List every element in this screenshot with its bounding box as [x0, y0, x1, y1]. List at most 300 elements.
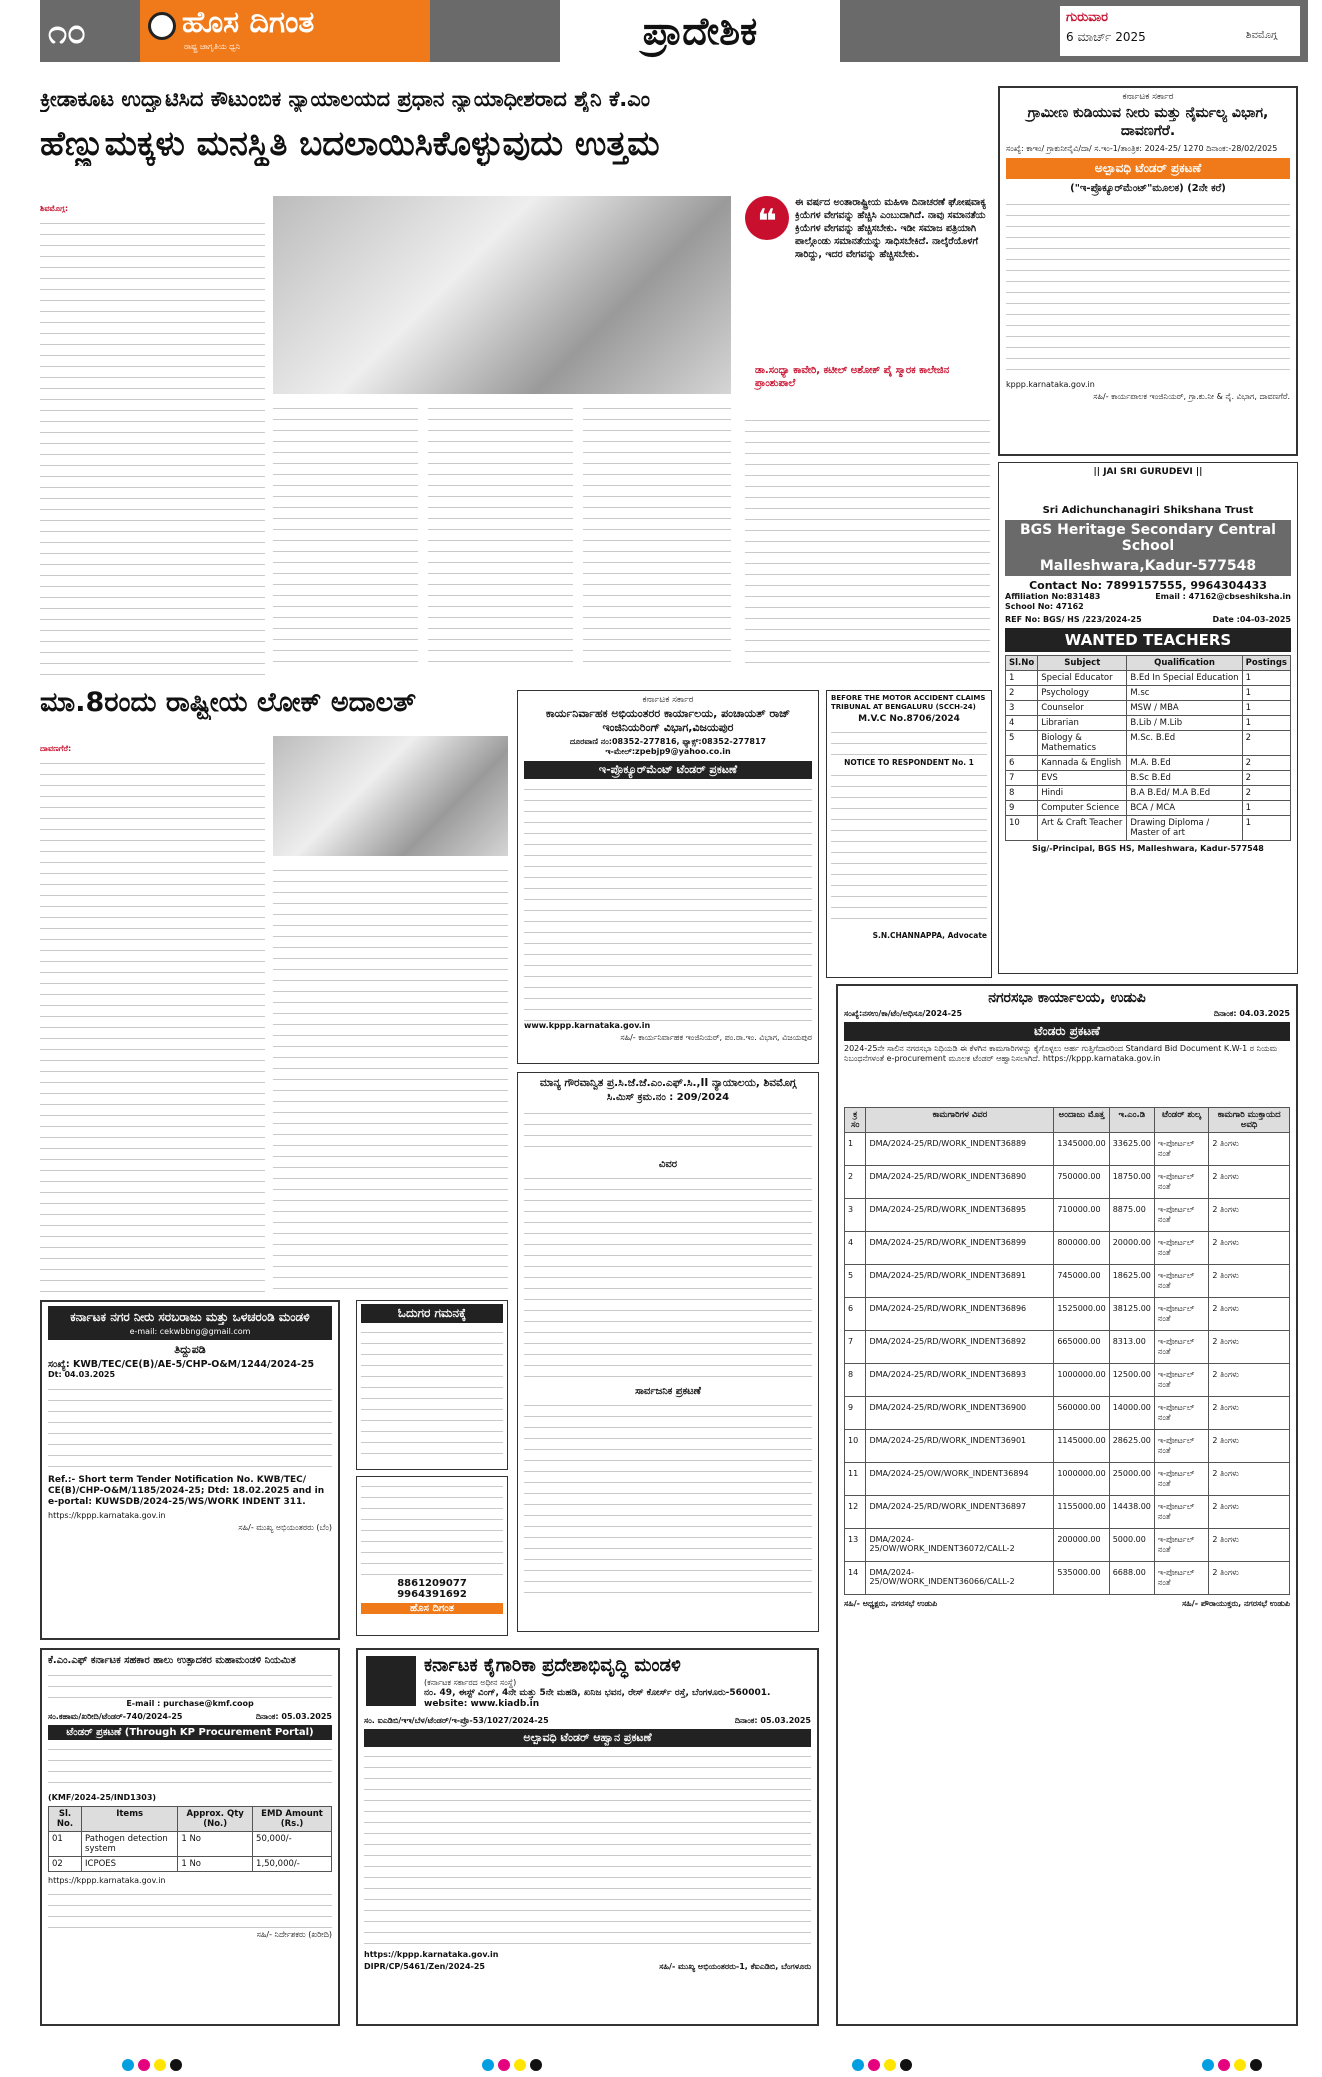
bgs-school-no: School No: 47162: [1005, 602, 1084, 611]
table-cell: MSW / MBA: [1127, 701, 1242, 716]
bgs-footer: Sig/-Principal, BGS HS, Malleshwara, Kadur-577548: [1032, 844, 1264, 853]
kiadb-tender: [356, 1648, 819, 2026]
table-cell: Hindi: [1038, 786, 1127, 801]
table-cell: BCA / MCA: [1127, 801, 1242, 816]
table-cell: 25000.00: [1109, 1463, 1154, 1496]
bgs-place: Malleshwara,Kadur-577548: [1005, 556, 1291, 576]
kmf-code: (KMF/2024-25/IND1303): [48, 1793, 157, 1802]
registration-marks-left: [120, 2056, 184, 2075]
table-cell: 14438.00: [1109, 1496, 1154, 1529]
table-cell: Art & Craft Teacher: [1038, 816, 1127, 841]
table-cell: 7: [1006, 771, 1038, 786]
table-cell: Computer Science: [1038, 801, 1127, 816]
table-cell: 2 ತಿಂಗಳು: [1209, 1298, 1290, 1331]
table-cell: 1525000.00: [1054, 1298, 1109, 1331]
table-row: [845, 1298, 1290, 1331]
udupi-date: ದಿನಾಂಕ: 04.03.2025: [1213, 1009, 1290, 1018]
lead-body-col3: [428, 402, 573, 666]
wb-title: ತಿದ್ದುಪಡಿ: [174, 1343, 206, 1356]
lead-body-col2: [273, 402, 418, 666]
lead-headline: ಹೆಣ್ಣುಮಕ್ಕಳು ಮನಸ್ಥಿತಿ ಬದಲಾಯಿಸಿಕೊಳ್ಳುವುದು ಉತ್ತಮ: [40, 124, 660, 164]
table-cell: Counselor: [1038, 701, 1127, 716]
table-cell: 2 ತಿಂಗಳು: [1209, 1166, 1290, 1199]
water-tender: [998, 86, 1298, 456]
udupi-table: [844, 1107, 1290, 1595]
kmf-header-2: Approx. Qty (No.): [178, 1807, 253, 1832]
court-case: ಸಿ.ಮಿಸ್ ಕ್ರಮ.ನಂ : 209/2024: [606, 1092, 730, 1103]
lead-body-col1: [40, 196, 265, 666]
table-row: [845, 1265, 1290, 1298]
table-cell: 4: [1006, 716, 1038, 731]
table-cell: 750000.00: [1054, 1166, 1109, 1199]
table-cell: 1 No: [178, 1857, 253, 1872]
table-cell: B.Ed In Special Education: [1127, 671, 1242, 686]
table-row: [845, 1430, 1290, 1463]
table-cell: 7: [845, 1331, 866, 1364]
wb-website: https://kppp.karnataka.gov.in: [48, 1511, 166, 1520]
pr-phone: ದೂರವಾಣಿ ನಂ:08352-277816, ಫ್ಯಾಕ್ಸ್:08352-277817: [569, 737, 767, 746]
udupi-office: ನಗರಸಭಾ ಕಾರ್ಯಾಲಯ, ಉಡುಪಿ: [988, 990, 1146, 1006]
table-cell: 2 ತಿಂಗಳು: [1209, 1397, 1290, 1430]
table-cell: DMA/2024-25/RD/WORK_INDENT36896: [866, 1298, 1054, 1331]
table-cell: EVS: [1038, 771, 1127, 786]
subscribe-logo: ಹೊಸ ದಿಗಂತ: [361, 1603, 503, 1614]
table-cell: 18750.00: [1109, 1166, 1154, 1199]
wb-signature: ಸಹಿ/- ಮುಖ್ಯ ಅಭಿಯಂತರರು (ಬೆಂ): [238, 1523, 332, 1532]
water-board: [40, 1300, 340, 1640]
kmf-body2: [48, 1888, 332, 1928]
udupi-header-3: ಇ.ಎಂ.ಡಿ: [1109, 1108, 1154, 1133]
kmf-header-1: Items: [82, 1807, 178, 1832]
bgs-meta-row: [1005, 592, 1291, 612]
logo-emblem-icon: [148, 12, 176, 40]
table-cell: M.A. B.Ed: [1127, 756, 1242, 771]
table-cell: 2: [1242, 771, 1290, 786]
mact-title: BEFORE THE MOTOR ACCIDENT CLAIMS TRIBUNAL AT BENGALURU (SCCH-24): [831, 694, 986, 711]
kiadb-ref: ಸಂ. ಐಎಡಿಬಿ/ಇಇ/ಬೆಳ/ಟೆಂಡರ್/ಇ-ಪ್ರೊ-53/1027/2024-25: [364, 1716, 549, 1725]
table-cell: 3: [845, 1199, 866, 1232]
table-cell: DMA/2024-25/RD/WORK_INDENT36889: [866, 1133, 1054, 1166]
table-cell: ಇ-ಪೋರ್ಟಲ್ ನಂತೆ: [1154, 1463, 1208, 1496]
table-cell: 14: [845, 1562, 866, 1595]
subscribe-body: [361, 1480, 503, 1576]
table-cell: 6688.00: [1109, 1562, 1154, 1595]
kmf-email: E-mail : purchase@kmf.coop: [126, 1699, 254, 1708]
table-cell: DMA/2024-25/OW/WORK_INDENT36894: [866, 1463, 1054, 1496]
bgs-header-2: Qualification: [1127, 656, 1242, 671]
lok-adalat-photo: [273, 736, 508, 856]
table-cell: 5: [845, 1265, 866, 1298]
table-cell: Drawing Diploma / Master of art: [1127, 816, 1242, 841]
udupi-signature: ಸಹಿ/- ಅಧ್ಯಕ್ಷರು, ನಗರಸಭೆ ಉಡುಪಿ: [844, 1599, 938, 1608]
table-cell: 33625.00: [1109, 1133, 1154, 1166]
table-cell: 2: [1242, 731, 1290, 756]
udupi-header-1: ಕಾಮಗಾರಿಗಳ ವಿವರ: [866, 1108, 1054, 1133]
table-row: [845, 1166, 1290, 1199]
table-cell: 2 ತಿಂಗಳು: [1209, 1133, 1290, 1166]
pr-email: ಇ-ಮೇಲ್:zpebjp9@yahoo.co.in: [605, 747, 731, 756]
table-cell: 1345000.00: [1054, 1133, 1109, 1166]
bgs-ad: [998, 462, 1298, 974]
lead-dateline: ಶಿವಮೊಗ್ಗ:: [40, 204, 69, 213]
table-cell: DMA/2024-25/RD/WORK_INDENT36897: [866, 1496, 1054, 1529]
table-row: [1006, 716, 1291, 731]
table-cell: DMA/2024-25/OW/WORK_INDENT36066/CALL-2: [866, 1562, 1054, 1595]
court-section: ವಿವರ: [658, 1159, 678, 1170]
udupi-header-2: ಅಂದಾಜು ಮೊತ್ತ: [1054, 1108, 1109, 1133]
lead-quote-box: [745, 196, 990, 406]
table-cell: 3: [1006, 701, 1038, 716]
wb-note: Ref.:- Short term Tender Notification No. KWB/TEC/ CE(B)/CHP-O&M/1185/2024-25; Dtd: 18.02.2025 and in e-portal: KUWSDB/2024-25/WS/WORK INDENT 311.: [48, 1475, 325, 1507]
table-cell: 560000.00: [1054, 1397, 1109, 1430]
kiadb-dipr: DIPR/CP/5461/Zen/2024-25: [364, 1962, 485, 1971]
table-cell: ಇ-ಪೋರ್ಟಲ್ ನಂತೆ: [1154, 1331, 1208, 1364]
wb-header: [48, 1306, 332, 1340]
table-row: [1006, 686, 1291, 701]
kiadb-logo-icon: [366, 1656, 416, 1706]
registration-marks-right: [850, 2056, 914, 2075]
water-org: ಕರ್ನಾಟಕ ಸರ್ಕಾರ: [1122, 92, 1174, 102]
table-cell: DMA/2024-25/RD/WORK_INDENT36899: [866, 1232, 1054, 1265]
table-cell: 10: [1006, 816, 1038, 841]
table-cell: 2 ತಿಂಗಳು: [1209, 1199, 1290, 1232]
table-cell: 9: [1006, 801, 1038, 816]
table-cell: 1: [1006, 671, 1038, 686]
udupi-header-5: ಕಾಮಗಾರಿ ಮುಕ್ತಾಯದ ಅವಧಿ: [1209, 1108, 1290, 1133]
udupi-header-4: ಟೆಂಡರ್ ಶುಲ್ಕ: [1154, 1108, 1208, 1133]
bgs-motto: || JAI SRI GURUDEVI ||: [1093, 467, 1203, 477]
table-cell: 745000.00: [1054, 1265, 1109, 1298]
table-cell: 2: [1242, 756, 1290, 771]
bgs-table-header: [1006, 656, 1291, 671]
table-cell: ಇ-ಪೋರ್ಟಲ್ ನಂತೆ: [1154, 1562, 1208, 1595]
court-public-body: [524, 1399, 812, 1599]
mact-notice: [826, 690, 992, 978]
kiadb-sign-row: [364, 1962, 811, 1972]
date: 6 ಮಾರ್ಚ್ 2025: [1066, 30, 1146, 44]
table-cell: M.sc: [1127, 686, 1242, 701]
table-cell: 1: [1242, 816, 1290, 841]
table-cell: 10: [845, 1430, 866, 1463]
bgs-banner: WANTED TEACHERS: [1005, 628, 1291, 652]
wb-date: Dt: 04.03.2025: [48, 1370, 116, 1379]
kmf-ref: ಸಂ.ಕಹಾಮ/ಖರೀದಿ/ಟೆಂಡರ್-740/2024-25: [48, 1712, 183, 1721]
lead-body-text: [40, 217, 265, 675]
table-row: [1006, 801, 1291, 816]
table-cell: 1155000.00: [1054, 1496, 1109, 1529]
table-cell: 2 ತಿಂಗಳು: [1209, 1529, 1290, 1562]
table-cell: DMA/2024-25/RD/WORK_INDENT36891: [866, 1265, 1054, 1298]
table-cell: 2 ತಿಂಗಳು: [1209, 1562, 1290, 1595]
table-cell: 6: [845, 1298, 866, 1331]
table-row: [1006, 731, 1291, 756]
pr-website: www.kppp.karnataka.gov.in: [524, 1021, 651, 1030]
paper-tagline: ರಾಷ್ಟ್ರ ಜಾಗೃತಿಯ ಧ್ವನಿ: [184, 42, 241, 51]
subscribe-phone2: 9964391692: [397, 1589, 467, 1600]
kiadb-org: ಕರ್ನಾಟಕ ಕೈಗಾರಿಕಾ ಪ್ರದೇಶಾಭಿವೃದ್ಧಿ ಮಂಡಳಿ: [424, 1655, 681, 1676]
kiadb-subtitle: (ಕರ್ನಾಟಕ ಸರ್ಕಾರದ ಅಧೀನ ಸಂಸ್ಥೆ): [424, 1678, 517, 1687]
bgs-ref: REF No: BGS/ HS /223/2024-25: [1005, 615, 1142, 624]
bgs-table-body: [1006, 671, 1291, 841]
kmf-body: [48, 1743, 332, 1793]
masthead-date-box: [1060, 6, 1300, 56]
page-number: ೧೦: [48, 12, 87, 52]
table-cell: B.A B.Ed/ M.A B.Ed: [1127, 786, 1242, 801]
table-cell: 6: [1006, 756, 1038, 771]
table-cell: 2 ತಿಂಗಳು: [1209, 1430, 1290, 1463]
bgs-trust: Sri Adichunchanagiri Shikshana Trust: [1042, 505, 1254, 516]
table-cell: ಇ-ಪೋರ್ಟಲ್ ನಂತೆ: [1154, 1298, 1208, 1331]
lok-adalat-col1: [40, 736, 265, 1290]
table-row: [845, 1331, 1290, 1364]
lead-quote: ಈ ವರ್ಷದ ಅಂತಾರಾಷ್ಟ್ರೀಯ ಮಹಿಳಾ ದಿನಾಚರಣೆ ಘೋಷವಾಕ್ಯ ಕ್ರಿಯೆಗಳ ವೇಗವನ್ನು ಹೆಚ್ಚಿಸಿ ಎಂಬುದಾಗಿದೆ. ನಾವು ಸಮಾನತೆಯ ಕ್ರಿಯೆಗಳ ವೇಗವನ್ನು ಹೆಚ್ಚಿಸಬೇಕು. ಇಡೀ ಸಮಾಜ ಪತ್ರಿಯಾಗಿ ಪಾಲ್ಗೊಂಡು ಸಮಾನತೆಯನ್ನು ಸಾಧಿಸಬೇಕಿದೆ. ನಾಲ್ಕೆರೆಯೊಳಗೆ ಸಾರಿದ್ದು, ಇದರ ವೇಗವನ್ನು ಹೆಚ್ಚಿಸಬೇಕು.: [795, 197, 987, 260]
kiadb-ref-row: [364, 1716, 811, 1726]
table-cell: ಇ-ಪೋರ್ಟಲ್ ನಂತೆ: [1154, 1232, 1208, 1265]
table-cell: 1 No: [178, 1832, 253, 1857]
table-cell: 2 ತಿಂಗಳು: [1209, 1463, 1290, 1496]
kmf-address: [48, 1669, 332, 1699]
table-cell: ಇ-ಪೋರ್ಟಲ್ ನಂತೆ: [1154, 1166, 1208, 1199]
table-cell: 1145000.00: [1054, 1430, 1109, 1463]
kmf-signature: ಸಹಿ/- ನಿರ್ದೇಶಕರು (ಖರೀದಿ): [256, 1930, 332, 1939]
mact-notice-title: NOTICE TO RESPONDENT No. 1: [844, 758, 974, 767]
table-cell: 1: [1242, 716, 1290, 731]
table-cell: 9: [845, 1397, 866, 1430]
table-cell: ಇ-ಪೋರ್ಟಲ್ ನಂತೆ: [1154, 1397, 1208, 1430]
table-cell: Librarian: [1038, 716, 1127, 731]
edition: ಶಿವಮೊಗ್ಗ: [1246, 30, 1278, 41]
table-cell: Biology & Mathematics: [1038, 731, 1127, 756]
readers-notice: [356, 1300, 508, 1470]
day: ಗುರುವಾರ: [1066, 10, 1108, 25]
table-cell: 01: [49, 1832, 82, 1857]
section-title: ಪ್ರಾದೇಶಿಕ: [642, 9, 758, 53]
table-cell: 13: [845, 1529, 866, 1562]
bgs-header-0: Sl.No: [1006, 656, 1038, 671]
bgs-school: BGS Heritage Secondary Central School: [1005, 520, 1291, 556]
table-cell: 1: [845, 1133, 866, 1166]
table-cell: 11: [845, 1463, 866, 1496]
udupi-table-header: [845, 1108, 1290, 1133]
mact-body: [831, 769, 987, 929]
kmf-title: ಟೆಂಡರ್ ಪ್ರಕಟಣೆ (Through KP Procurement Portal): [48, 1725, 332, 1740]
table-cell: 8313.00: [1109, 1331, 1154, 1364]
water-body: [1006, 198, 1290, 378]
table-cell: DMA/2024-25/RD/WORK_INDENT36901: [866, 1430, 1054, 1463]
kmf-table: [48, 1806, 332, 1872]
lead-kicker: ಕ್ರೀಡಾಕೂಟ ಉದ್ಘಾಟಿಸಿದ ಕೌಟುಂಬಿಕ ನ್ಯಾಯಾಲಯದ ಪ್ರಧಾನ ನ್ಯಾಯಾಧೀಶರಾದ ಶೈನಿ ಕೆ.ಎಂ: [40, 87, 651, 111]
table-cell: 1,50,000/-: [253, 1857, 332, 1872]
court-details: [524, 1172, 812, 1382]
table-cell: 38125.00: [1109, 1298, 1154, 1331]
kmf-website: https://kppp.karnataka.gov.in: [48, 1876, 166, 1885]
paper-logo: [140, 0, 430, 62]
table-row: [1006, 771, 1291, 786]
table-row: [845, 1562, 1290, 1595]
table-cell: ಇ-ಪೋರ್ಟಲ್ ನಂತೆ: [1154, 1265, 1208, 1298]
mact-parties: [831, 726, 987, 756]
subscribe-ad: [356, 1476, 508, 1636]
table-cell: ಇ-ಪೋರ್ಟಲ್ ನಂತೆ: [1154, 1364, 1208, 1397]
table-cell: ಇ-ಪೋರ್ಟಲ್ ನಂತೆ: [1154, 1199, 1208, 1232]
court-public-notice: ಸಾರ್ವಜನಿಕ ಪ್ರಕಟಣೆ: [635, 1386, 701, 1397]
table-cell: ಇ-ಪೋರ್ಟಲ್ ನಂತೆ: [1154, 1133, 1208, 1166]
udupi-sign-row: [844, 1599, 1290, 1609]
table-cell: 1000000.00: [1054, 1364, 1109, 1397]
bgs-header-3: Postings: [1242, 656, 1290, 671]
court-notice: [517, 1072, 819, 1632]
table-cell: 710000.00: [1054, 1199, 1109, 1232]
udupi-table-body: [845, 1133, 1290, 1595]
kiadb-title: ಅಲ್ಪಾವಧಿ ಟೆಂಡರ್ ಆಹ್ವಾನ ಪ್ರಕಟಣೆ: [364, 1729, 811, 1747]
table-row: [1006, 671, 1291, 686]
mact-case: M.V.C No.8706/2024: [858, 714, 960, 724]
quote-author: ಡಾ.ಸಂಧ್ಯಾ ಕಾವೇರಿ, ಕಟೀಲ್ ಅಶೋಕ್ ಪೈ ಸ್ಮಾರಕ ಕಾಲೇಜಿನ ಪ್ರಾಂಶುಪಾಲೆ: [755, 365, 950, 389]
table-cell: 2 ತಿಂಗಳು: [1209, 1232, 1290, 1265]
section-name: [560, 0, 840, 62]
table-cell: 12500.00: [1109, 1364, 1154, 1397]
kmf-date: ದಿನಾಂಕ: 05.03.2025: [255, 1712, 332, 1721]
panchayat-tender: [517, 690, 819, 1064]
wb-body: [48, 1383, 332, 1473]
table-row: [845, 1463, 1290, 1496]
kmf-org: ಕೆ.ಎಂ.ಎಫ್ ಕರ್ನಾಟಕ ಸಹಕಾರ ಹಾಲು ಉತ್ಪಾದಕರ ಮಹಾಮಂಡಳಿ ನಿಯಮಿತ: [48, 1655, 296, 1666]
table-row: [1006, 756, 1291, 771]
table-cell: ಇ-ಪೋರ್ಟಲ್ ನಂತೆ: [1154, 1496, 1208, 1529]
table-cell: 50,000/-: [253, 1832, 332, 1857]
kiadb-address: ನಂ. 49, ಈಸ್ಟ್ ವಿಂಗ್, 4ನೇ ಮತ್ತು 5ನೇ ಮಹಡಿ, ಖನಿಜ ಭವನ, ರೇಸ್ ಕೋರ್ಸ್ ರಸ್ತೆ, ಬೆಂಗಳೂರು-560001. website: www.kiadb.in: [424, 1688, 771, 1709]
pr-dept: ಕಾರ್ಯನಿರ್ವಾಹಕ ಅಭಿಯಂತರರ ಕಾರ್ಯಾಲಯ, ಪಂಚಾಯತ್ ರಾಜ್ ಇಂಜಿನಿಯರಿಂಗ್ ವಿಭಾಗ,ವಿಜಯಪುರ: [545, 707, 791, 734]
bgs-table: [1005, 655, 1291, 841]
quote-icon: ❝: [745, 196, 789, 240]
table-row: [845, 1199, 1290, 1232]
kiadb-website: https://kppp.karnataka.gov.in: [364, 1950, 499, 1959]
table-cell: DMA/2024-25/RD/WORK_INDENT36890: [866, 1166, 1054, 1199]
bgs-date: Date :04-03-2025: [1212, 615, 1291, 624]
table-cell: B.Sc B.Ed: [1127, 771, 1242, 786]
table-cell: 4: [845, 1232, 866, 1265]
bgs-ref-row: [1005, 615, 1291, 625]
table-cell: 665000.00: [1054, 1331, 1109, 1364]
bgs-seer-photo-left: [1005, 467, 1045, 509]
lead-photo: [273, 196, 731, 394]
table-cell: M.Sc. B.Ed: [1127, 731, 1242, 756]
table-cell: 5: [1006, 731, 1038, 756]
table-row: [845, 1133, 1290, 1166]
water-dept: ಗ್ರಾಮೀಣ ಕುಡಿಯುವ ನೀರು ಮತ್ತು ನೈರ್ಮಲ್ಯ ವಿಭಾಗ, ದಾವಣಗೆರೆ.: [1027, 105, 1269, 139]
table-cell: Kannada & English: [1038, 756, 1127, 771]
table-cell: 1: [1242, 801, 1290, 816]
kmf-tender: [40, 1648, 340, 2026]
table-cell: 8875.00: [1109, 1199, 1154, 1232]
paper-name: ಹೊಸ ದಿಗಂತ: [182, 5, 315, 40]
court-parties: [524, 1107, 812, 1157]
kiadb-date: ದಿನಾಂಕ: 05.03.2025: [734, 1716, 811, 1725]
table-cell: 1000000.00: [1054, 1463, 1109, 1496]
kiadb-signature: ಸಹಿ/- ಮುಖ್ಯ ಅಭಿಯಂತರರು-1, ಕೆಐಎಡಿಬಿ, ಬೆಂಗಳೂರು: [659, 1962, 811, 1971]
table-cell: DMA/2024-25/RD/WORK_INDENT36900: [866, 1397, 1054, 1430]
udupi-tender: [836, 984, 1298, 2026]
table-cell: 800000.00: [1054, 1232, 1109, 1265]
udupi-title: ಟೆಂಡರು ಪ್ರಕಟಣೆ: [844, 1022, 1290, 1041]
udupi-ref: ಸಂಖ್ಯೆ:ನಸಉ/ಕಾ/ಟೆಂ/ಅಧಿಸೂ/2024-25: [844, 1009, 963, 1018]
kmf-table-body: [49, 1832, 332, 1872]
bgs-email: Email : 47162@cbseshiksha.in: [1155, 592, 1291, 601]
table-cell: DMA/2024-25/RD/WORK_INDENT36895: [866, 1199, 1054, 1232]
table-cell: 1: [1242, 701, 1290, 716]
table-cell: 8: [845, 1364, 866, 1397]
kmf-header-3: EMD Amount (Rs.): [253, 1807, 332, 1832]
table-row: [845, 1397, 1290, 1430]
wb-ref: ಸಂಖ್ಯೆ: KWB/TEC/CE(B)/AE-5/CHP-O&M/1244/2024-25: [48, 1359, 315, 1370]
udupi-intro: 2024-25ನೇ ಸಾಲಿನ ನಗರಸಭಾ ನಿಧಿಯಡಿ ಈ ಕೆಳಗಿನ ಕಾಮಗಾರಿಗಳನ್ನು ಕೈಗೊಳ್ಳಲು ಅರ್ಹ ಗುತ್ತಿಗೆದಾರರಿಂದ Standard Bid Document K.W-1 ರ ನಿಯಮ ನಿಬಂಧನೆಗಳಂತೆ e-procurement ಮೂಲಕ ಟೆಂಡರ್ ಆಹ್ವಾನಿಸಲಾಗಿದೆ. https://kppp.karnataka.gov.in: [844, 1044, 1278, 1063]
table-cell: 1: [1242, 671, 1290, 686]
table-row: [845, 1496, 1290, 1529]
kmf-header-0: Sl. No.: [49, 1807, 82, 1832]
registration-marks-mid: [480, 2056, 544, 2075]
table-cell: DMA/2024-25/OW/WORK_INDENT36072/CALL-2: [866, 1529, 1054, 1562]
table-cell: Pathogen detection system: [82, 1832, 178, 1857]
table-row: [49, 1857, 332, 1872]
table-cell: 2: [845, 1166, 866, 1199]
bgs-contact: Contact No: 7899157555, 9964304433: [1029, 579, 1267, 592]
wb-email: e-mail: cekwbbng@gmail.com: [129, 1327, 251, 1336]
water-signature: ಸಹಿ/- ಕಾರ್ಯಪಾಲಕ ಇಂಜಿನಿಯರ್, ಗ್ರಾ.ಕು.ನೀ & ನೈ. ವಿಭಾಗ, ದಾವಣಗೆರೆ.: [1093, 392, 1290, 401]
kiadb-body: [364, 1750, 811, 1950]
table-cell: 1: [1242, 686, 1290, 701]
court-title: ಮಾನ್ಯ ಗೌರವಾನ್ವಿತ ಪ್ರ.ಸಿ.ಜೆ.ಜೆ.ಎಂ.ಎಫ್.ಸಿ.,II ನ್ಯಾಯಾಲಯ, ಶಿವಮೊಗ್ಗ: [539, 1077, 797, 1089]
table-row: [49, 1832, 332, 1857]
table-cell: 8: [1006, 786, 1038, 801]
water-title: ಅಲ್ಪಾವಧಿ ಟೆಂಡರ್ ಪ್ರಕಟಣೆ: [1006, 158, 1290, 179]
wb-org: ಕರ್ನಾಟಕ ನಗರ ನೀರು ಸರಬರಾಜು ಮತ್ತು ಒಳಚರಂಡಿ ಮಂಡಳಿ: [70, 1310, 310, 1324]
table-row: [1006, 816, 1291, 841]
water-subtitle: ("ಇ-ಪ್ರೊಕ್ಯೂರ್‌ಮೆಂಟ್"ಮೂಲಕ) (2ನೇ ಕರೆ): [1070, 183, 1226, 194]
lead-body-col5: [745, 414, 990, 666]
table-cell: 2 ತಿಂಗಳು: [1209, 1331, 1290, 1364]
table-cell: 18625.00: [1109, 1265, 1154, 1298]
table-cell: ಇ-ಪೋರ್ಟಲ್ ನಂತೆ: [1154, 1430, 1208, 1463]
subscribe-phone1: 8861209077: [397, 1578, 467, 1589]
pr-signature: ಸಹಿ/- ಕಾರ್ಯನಿರ್ವಾಹಕ ಇಂಜಿನಿಯರ್, ಪಂ.ರಾ.ಇಂ. ವಿಭಾಗ, ವಿಜಯಪುರ: [620, 1033, 812, 1042]
readers-title: ಓದುಗರ ಗಮನಕ್ಕೆ: [361, 1304, 503, 1323]
table-cell: Psychology: [1038, 686, 1127, 701]
udupi-ref-row: [844, 1009, 1290, 1019]
table-cell: ಇ-ಪೋರ್ಟಲ್ ನಂತೆ: [1154, 1529, 1208, 1562]
table-row: [1006, 786, 1291, 801]
bgs-header-1: Subject: [1038, 656, 1127, 671]
lok-adalat-text1: [40, 757, 265, 1297]
water-ref: ಸಂಖ್ಯೆ: ಕಾಇಂ/ ಗ್ರಾಕುನೀನೈವಿ/ದಾ/ ಸ.ಇಂ-1/ತಾಂತ್ರಿಕ: 2024-25/ 1270 ದಿನಾಂಕ:-28/02/2025: [1006, 144, 1278, 153]
bgs-seer-photo-right-icon: [1252, 468, 1290, 508]
water-website: kppp.karnataka.gov.in: [1006, 380, 1095, 389]
pr-body: [524, 783, 812, 1021]
udupi-header-0: ಕ್ರ ಸಂ: [845, 1108, 866, 1133]
table-cell: 2 ತಿಂಗಳು: [1209, 1364, 1290, 1397]
table-cell: 2: [1006, 686, 1038, 701]
table-cell: ICPOES: [82, 1857, 178, 1872]
table-cell: DMA/2024-25/RD/WORK_INDENT36893: [866, 1364, 1054, 1397]
table-cell: 535000.00: [1054, 1562, 1109, 1595]
table-cell: 2 ತಿಂಗಳು: [1209, 1496, 1290, 1529]
table-cell: DMA/2024-25/RD/WORK_INDENT36892: [866, 1331, 1054, 1364]
lok-adalat-headline: ಮಾ.8ರಂದು ರಾಷ್ಟ್ರೀಯ ಲೋಕ್ ಅದಾಲತ್: [40, 687, 417, 718]
bgs-affiliation: Affiliation No:831483: [1005, 592, 1101, 601]
table-cell: 14000.00: [1109, 1397, 1154, 1430]
table-row: [845, 1364, 1290, 1397]
table-cell: 2: [1242, 786, 1290, 801]
pr-org: ಕರ್ನಾಟಕ ಸರ್ಕಾರ: [642, 695, 694, 705]
